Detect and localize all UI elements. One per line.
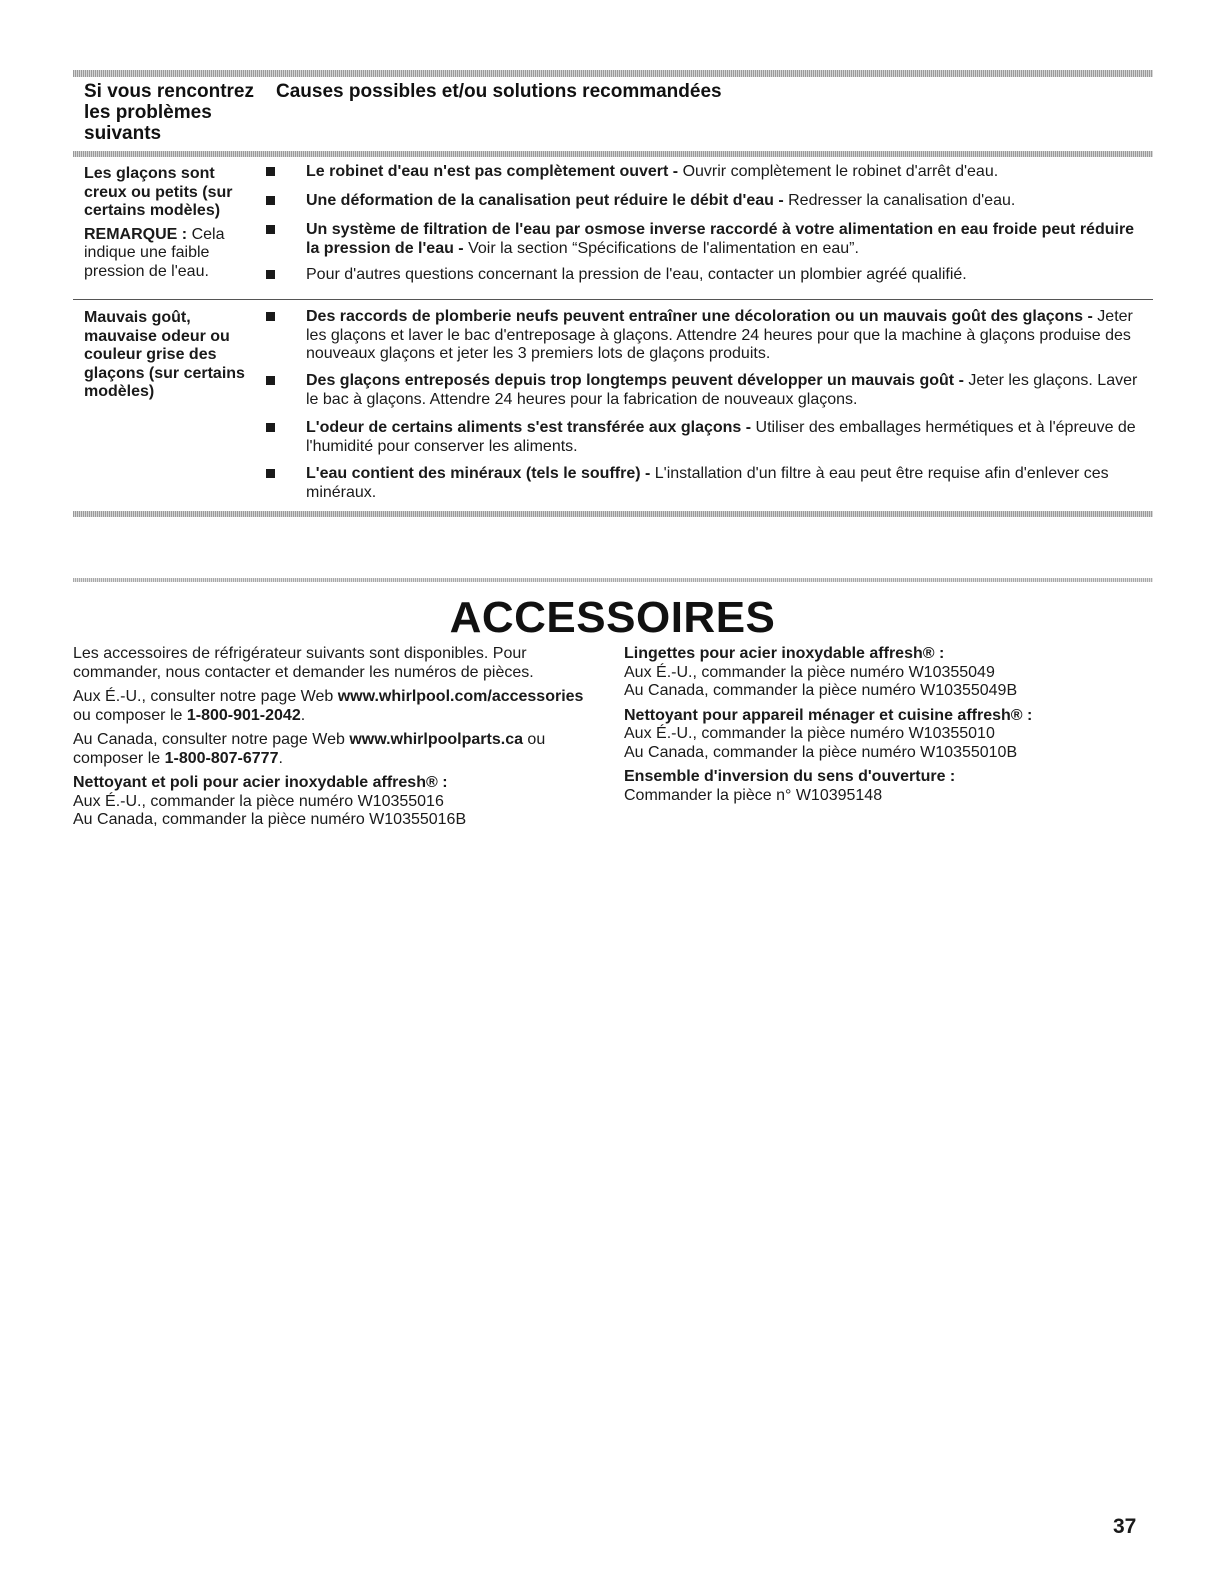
accessory-item [624, 707, 1144, 763]
table-bottom-rule [73, 511, 1153, 517]
accessory-part: Aux É.-U., commander la pièce numéro W10355049 [624, 663, 995, 681]
bullet-icon [266, 469, 275, 478]
section-rule [73, 578, 1153, 582]
bullet-icon [266, 225, 275, 234]
table-top-rule [73, 70, 1153, 77]
accessory-item [624, 645, 1144, 701]
table-header-rule [73, 151, 1153, 157]
section-title: ACCESSOIRES [449, 593, 776, 642]
solution-item [266, 308, 1146, 364]
problem-title: Mauvais goût, mauvaise odeur ou couleur grise des glaçons (sur certains modèles) [84, 309, 245, 400]
table-header-problems: Si vous rencontrez les problèmes suivants [84, 81, 254, 144]
table-header-solutions: Causes possibles et/ou solutions recommandées [276, 81, 722, 102]
solution-cause: Des glaçons entreposés depuis trop longtemps peuvent développer un mauvais goût - [306, 372, 964, 389]
accessory-part: Aux É.-U., commander la pièce numéro W10355010 [624, 725, 995, 742]
note-text: Cela indique une faible pression de l'eau. [84, 225, 225, 280]
solution-remedy: Ouvrir complètement le robinet d'arrêt d'eau. [678, 163, 999, 180]
accessory-part: Aux É.-U., commander la pièce numéro W10355016 [73, 792, 444, 810]
accessories-right-column [624, 645, 1144, 811]
solution-cause: L'odeur de certains aliments s'est transférée aux glaçons - [306, 419, 752, 436]
solution-cause: L'eau contient des minéraux (tels le souffre) - [306, 465, 651, 482]
bullet-icon [266, 196, 275, 205]
solution-item [266, 465, 1146, 502]
note-label: REMARQUE : [84, 225, 188, 243]
solution-item [266, 419, 1146, 456]
solution-remedy: Utiliser des emballages hermétiques et à l'épreuve de l'humidité pour conserver les aliments. [306, 419, 1136, 455]
problem-note [84, 226, 259, 282]
problem-bad-taste [84, 309, 259, 402]
solution-remedy: L'installation d'un filtre à eau peut être requise afin d'enlever ces minéraux. [306, 465, 1109, 501]
accessory-part: Commander la pièce n° W10395148 [624, 786, 883, 804]
bullet-icon [266, 423, 275, 432]
problem-hollow-ice [84, 165, 259, 281]
accessories-intro: Les accessoires de réfrigérateur suivants sont disponibles. Pour commander, nous contacter et demander les numéros de pièces. [73, 645, 534, 681]
bullet-icon [266, 167, 275, 176]
accessory-item [73, 774, 593, 830]
page-number: 37 [1113, 1515, 1137, 1538]
solution-remedy: Jeter les glaçons. Laver le bac à glaçons. Attendre 24 heures pour la fabrication de nouveaux glaçons. [306, 372, 1138, 408]
ca-web-link[interactable]: www.whirlpoolparts.ca [349, 731, 523, 748]
solution-remedy: Redresser la canalisation d'eau. [783, 192, 1016, 209]
accessory-part: Au Canada, commander la pièce numéro W10355016B [73, 811, 467, 828]
solution-remedy: Pour d'autres questions concernant la pression de l'eau, contacter un plombier agréé qualifié. [306, 266, 967, 283]
solution-item [266, 266, 1146, 285]
solution-item [266, 372, 1146, 409]
solution-remedy: Jeter les glaçons et laver le bac d'entreposage à glaçons. Attendre 24 heures pour que la machine à glaçons produise des nouveaux glaçons et jeter les 3 premiers lots de glaçons produits. [306, 308, 1133, 362]
us-phone: 1-800-901-2042 [186, 706, 301, 724]
problem-title: Les glaçons sont creux ou petits (sur certains modèles) [84, 165, 233, 219]
solution-item [266, 192, 1146, 211]
accessory-name: Lingettes pour acier inoxydable affresh® : [624, 645, 945, 662]
solution-cause: Une déformation de la canalisation peut réduire le débit d'eau - [306, 192, 784, 209]
accessory-name: Nettoyant et poli pour acier inoxydable affresh® : [73, 774, 448, 791]
accessory-name: Ensemble d'inversion du sens d'ouverture : [624, 768, 956, 785]
accessories-us-contact: Aux É.-U., consulter notre page Web www.whirlpool.com/accessories ou composer le 1-800-901-2042. [73, 688, 584, 724]
solution-cause: Des raccords de plomberie neufs peuvent entraîner une décoloration ou un mauvais goût des glaçons - [306, 308, 1093, 325]
accessories-ca-contact: Au Canada, consulter notre page Web www.whirlpoolparts.ca ou composer le 1-800-807-6777. [73, 731, 546, 767]
solution-cause: Le robinet d'eau n'est pas complètement ouvert - [306, 163, 679, 180]
solution-item [266, 163, 1146, 182]
us-web-link[interactable]: www.whirlpool.com/accessories [337, 688, 584, 705]
bullet-icon [266, 376, 275, 385]
accessory-name: Nettoyant pour appareil ménager et cuisine affresh® : [624, 706, 1033, 724]
solution-cause: Un système de filtration de l'eau par osmose inverse raccordé à votre alimentation en eau froide peut réduire la pression de l'eau - [306, 221, 1135, 257]
bullet-icon [266, 270, 275, 279]
accessory-part: Au Canada, commander la pièce numéro W10355049B [624, 682, 1018, 699]
accessory-item [624, 768, 1144, 805]
solution-item [266, 221, 1146, 258]
row-divider [73, 299, 1153, 300]
accessory-part: Au Canada, commander la pièce numéro W10355010B [624, 743, 1018, 761]
accessories-left-column [73, 645, 593, 836]
ca-phone: 1-800-807-6777 [164, 749, 279, 767]
solution-remedy: Voir la section “Spécifications de l'alimentation en eau”. [463, 239, 859, 257]
bullet-icon [266, 312, 275, 321]
